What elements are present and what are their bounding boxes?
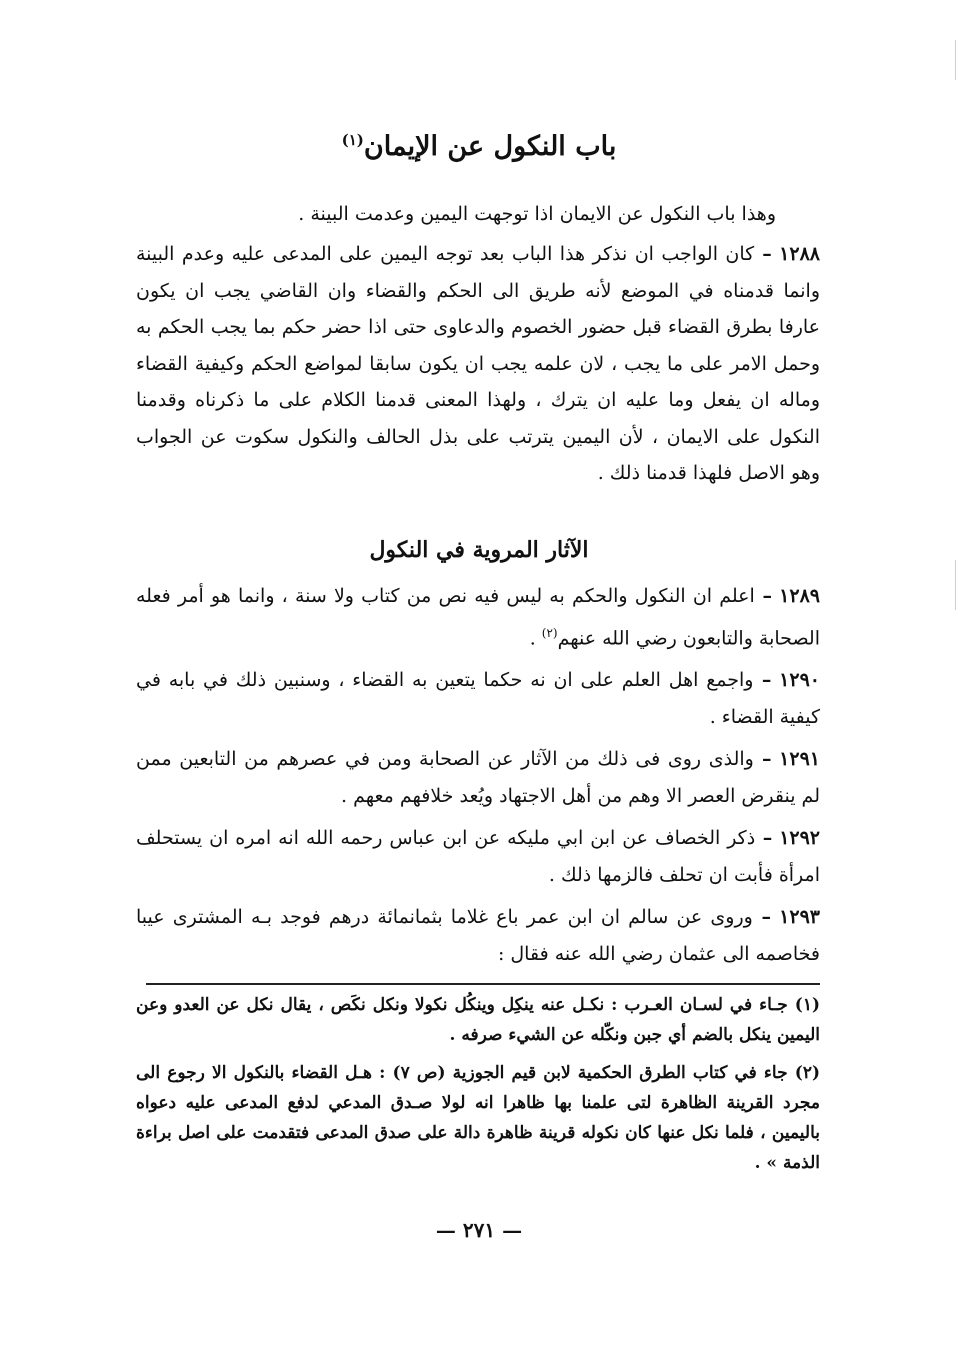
intro-block	[136, 196, 820, 233]
footnotes	[136, 990, 820, 1186]
chapter-title-footnote-ref: (١)	[341, 131, 364, 149]
paragraph-number: ١٢٩٠	[779, 669, 820, 692]
footnote-text: جـاء في لسـان العـرب : نكـل عنه ينكِل وينكُل نكولا ونكل نكَص ، يقال نكل عن العدو وعن اليمين ينكل بالضم أي جبن ونكّله عن الشيء صرفه .	[136, 995, 820, 1045]
paragraph-number: ١٢٩١	[779, 748, 820, 771]
paragraph-dash: –	[754, 585, 772, 607]
paragraph-number: ١٢٩٢	[779, 827, 821, 850]
intro-text: وهذا باب النكول عن الايمان اذا توجهت اليمين وعدمت البينة .	[298, 203, 776, 225]
chapter-title	[120, 120, 838, 167]
margin-line	[955, 40, 956, 80]
margin-line	[955, 560, 956, 610]
footnote-marker: (١)	[794, 995, 820, 1015]
page-number: — ٢٧١ —	[435, 1218, 523, 1242]
footnote-text: جاء في كتاب الطرق الحكمية لابن قيم الجوزية (ص ٧) : هـل القضاء بالنكول الا رجوع الى مجرد القرينة الظاهرة لتى علمنا بها ظاهرا انه لولا صـدق المدعي لدفع المدعى عليه دعواه باليمين ، فلما نكل عنها كان نكوله قرينة ظاهرة دالة على صدق المدعى فتقدمت على اصل براءة الذمة » .	[136, 1063, 820, 1173]
paragraph-text: والذى روى فى ذلك من الآثار عن الصحابة ومن في عصرهم من التابعين ممن لم ينقرض العصر الا وهم من أهل الاجتهاد ويُعد خلافهم معهم .	[136, 748, 820, 807]
chapter-title-text: باب النكول عن الإيمان	[363, 131, 617, 162]
paragraph-dash: –	[752, 906, 772, 929]
footnote-2	[136, 1058, 820, 1178]
paragraph-dash: –	[755, 827, 773, 850]
paragraph-1289	[136, 578, 820, 656]
paragraph-1292	[136, 820, 820, 893]
paragraph-group-2	[136, 578, 820, 978]
footnote-divider	[146, 983, 820, 985]
paragraph-dash: –	[753, 669, 772, 692]
paragraph-1291	[136, 741, 820, 814]
paragraph-number: ١٢٨٩	[779, 585, 820, 607]
footnote-ref: (٢)	[541, 625, 558, 640]
paragraph-1290	[136, 662, 820, 735]
paragraph-text: اعلم ان النكول والحكم به ليس فيه نص من كتاب ولا سنة ، وانما هو أمر فعله الصحابة والتابعون رضي الله عنهم	[136, 585, 820, 649]
paragraph-1293	[136, 899, 820, 972]
paragraph-text: واجمع اهل العلم على ان نه حكما يتعين به القضاء ، وسنبين ذلك في بابه في كيفية القضاء .	[136, 669, 820, 728]
paragraph-group-1	[136, 236, 820, 492]
paragraph-text: كان الواجب ان نذكر هذا الباب بعد توجه اليمين على المدعى عليه وعدم البينة وانما قدمناه في الموضع لأنه طريق الى الحكم والقضاء وان القاضي يجب ان يكون عارفا بطرق القضاء قبل حضور الخصوم والدعاوى حتى اذا حضر حكم بما يجب الحكم به وحمل الامر على ما يجب ، لان علمه يجب ان يكون سابقا لمواضع الحكم وكيفية القضاء وماله ان يفعل وما عليه ان يترك ، ولهذا المعنى قدمنا الكلام على ما ذكرناه وقدمنا النكول على الايمان ، لأن اليمين يترتب على بذل الحالف والنكول سكوت عن الجواب وهو الاصل فلهذا قدمنا ذلك .	[136, 243, 820, 484]
paragraph-text: ذكر الخصاف عن ابن ابي مليكه عن ابن عباس رحمه الله انه امره ان يستحلف امرأة فأبت ان تحلف فالزمها ذلك .	[136, 827, 820, 886]
paragraph-dash: –	[754, 243, 772, 265]
paragraph-text: وروى عن سالم ان ابن عمر باع غلاما بثمانمائة درهم فوجد بـه المشترى عيبا فخاصمه الى عثمان رضي الله عنه فقال :	[136, 906, 820, 965]
paragraph-1288	[136, 236, 820, 492]
paragraph-number: ١٢٨٨	[779, 243, 820, 265]
paragraph-dash: –	[753, 748, 772, 771]
paragraph-tail: .	[529, 626, 542, 649]
footnote-1	[136, 990, 820, 1050]
footnote-marker: (٢)	[794, 1063, 821, 1083]
paragraph-number: ١٢٩٣	[779, 906, 820, 929]
section-heading: الآثار المروية في النكول	[369, 537, 589, 563]
